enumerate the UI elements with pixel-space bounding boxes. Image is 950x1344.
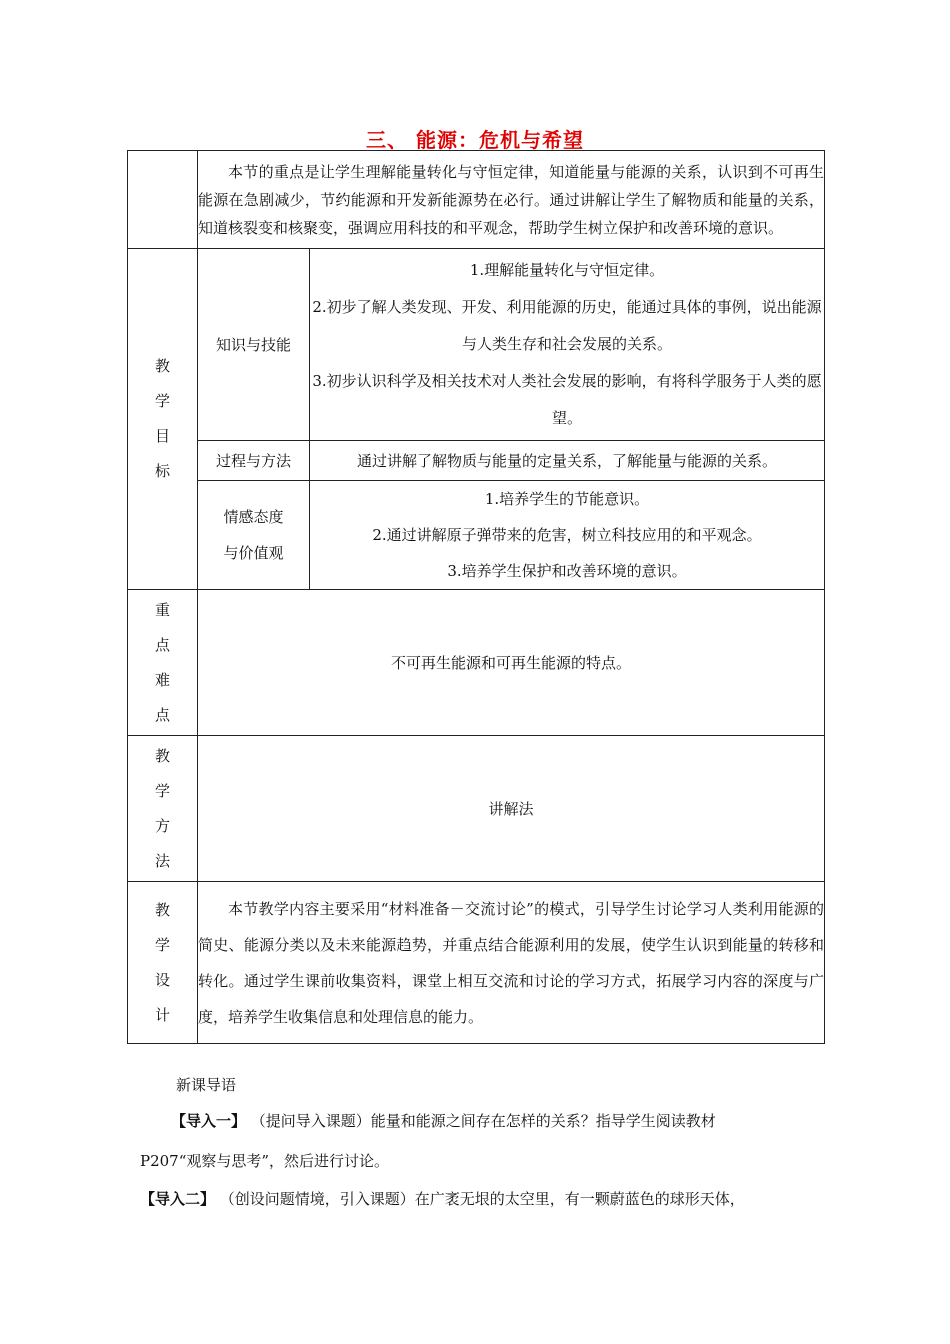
knowledge-row — [128, 249, 825, 441]
intro-row — [128, 151, 825, 249]
lesson-plan-table — [127, 150, 825, 1044]
design-row — [128, 882, 825, 1044]
attitude-row — [128, 481, 825, 590]
intro-text: 本节的重点是让学生理解能量转化与守恒定律，知道能量与能源的关系，认识到不可再生能源在急剧减少，节约能源和开发新能源势在必行。通过讲解让学生了解物质和能量的关系，知道核裂变和核聚变，强调应用科技的和平观念，帮助学生树立保护和改善环境的意识。 — [198, 151, 825, 249]
method-row — [128, 736, 825, 882]
method-text: 讲解法 — [198, 736, 825, 882]
lead-in-2-text: （创设问题情境，引入课题）在广袤无垠的太空里，有一颗蔚蓝色的球形天体， — [219, 1190, 745, 1208]
lead-in-2 — [140, 1188, 745, 1209]
goals-label: 教 学 目 标 — [128, 249, 198, 590]
lead-in-1-text: （提问导入课题）能量和能源之间存在怎样的关系？指导学生阅读教材 — [250, 1112, 716, 1130]
lead-in-1-continuation: P207“观察与思考”，然后进行讨论。 — [140, 1152, 390, 1170]
lead-in-2-tag: 【导入二】 — [140, 1190, 216, 1208]
design-text: 本节教学内容主要采用“材料准备－交流讨论”的模式，引导学生讨论学习人类利用能源的简史、能源分类以及未来能源趋势，并重点结合能源利用的发展，使学生认识到能量的转移和转化。通过学生课前收集资料，课堂上相互交流和讨论的学习方式，拓展学习内容的深度与广度，培养学生收集信息和处理信息的能力。 — [198, 882, 825, 1044]
page-title: 三、 能源：危机与希望 — [366, 128, 584, 152]
knowledge-items: 1.理解能量转化与守恒定律。 2.初步了解人类发现、开发、利用能源的历史，能通过具体的事例，说出能源与人类生存和社会发展的关系。 3.初步认识科学及相关技术对人类社会发展的影响，有将科学服务于人类的愿望。 — [310, 249, 825, 441]
key-points-label: 重 点 难 点 — [128, 590, 198, 736]
attitude-label: 情感态度 与价值观 — [198, 481, 310, 590]
key-points-text: 不可再生能源和可再生能源的特点。 — [198, 590, 825, 736]
knowledge-label: 知识与技能 — [198, 249, 310, 441]
lead-in-1-tag: 【导入一】 — [171, 1112, 247, 1130]
section-heading: 新课导语 — [176, 1076, 237, 1094]
key-points-row — [128, 590, 825, 736]
method-label: 教 学 方 法 — [128, 736, 198, 882]
attitude-items: 1.培养学生的节能意识。 2.通过讲解原子弹带来的危害，树立科技应用的和平观念。 3.培养学生保护和改善环境的意识。 — [310, 481, 825, 590]
intro-label-cell — [128, 151, 198, 249]
process-row — [128, 441, 825, 481]
lead-in-1 — [171, 1110, 716, 1131]
process-label: 过程与方法 — [198, 441, 310, 481]
process-text: 通过讲解了解物质与能量的定量关系，了解能量与能源的关系。 — [310, 441, 825, 481]
design-label: 教 学 设 计 — [128, 882, 198, 1044]
